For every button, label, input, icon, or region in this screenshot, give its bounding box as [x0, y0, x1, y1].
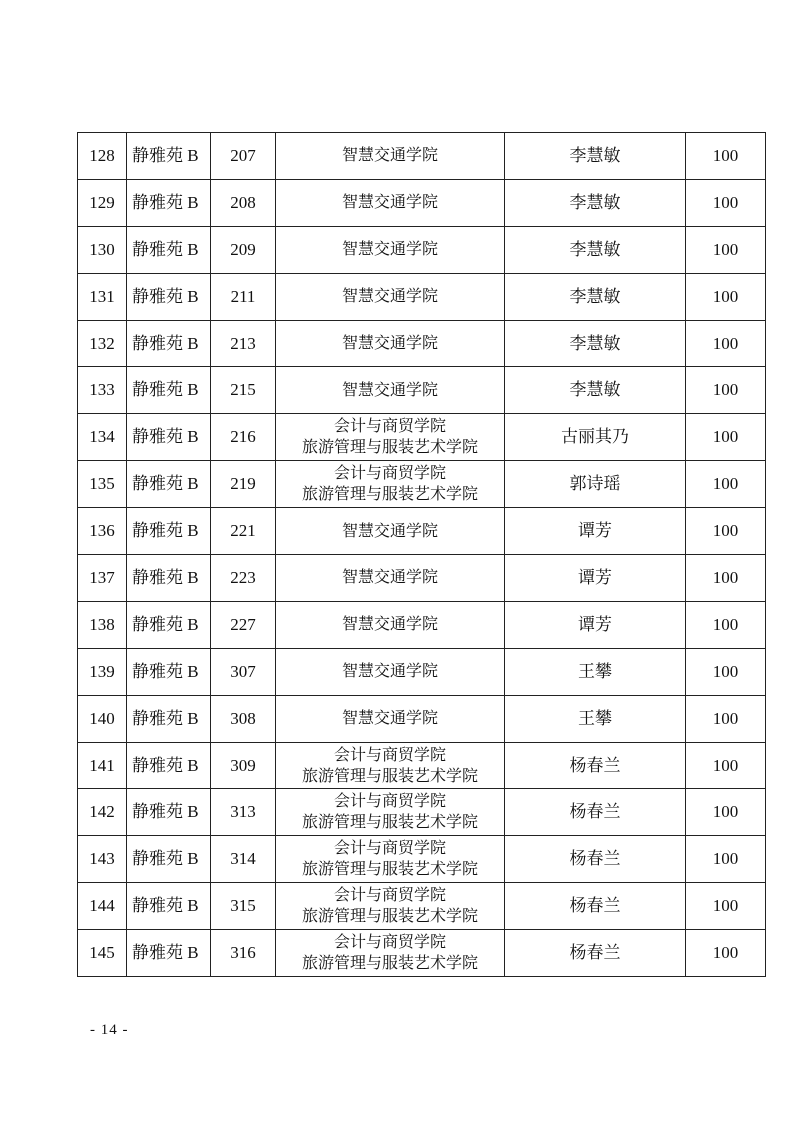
table-row — [78, 320, 766, 367]
college-line: 会计与商贸学院 — [333, 934, 446, 952]
college-cell — [276, 226, 505, 273]
room-cell: 316 — [211, 930, 276, 977]
manager-name-cell: 王攀 — [505, 695, 686, 742]
room-cell: 309 — [211, 742, 276, 789]
college-line: 旅游管理与服装艺术学院 — [301, 439, 478, 457]
score-cell: 100 — [686, 133, 766, 180]
college-cell — [276, 461, 505, 508]
page-number: - 14 - — [90, 1022, 129, 1038]
manager-name-cell: 谭芳 — [505, 601, 686, 648]
row-number-cell: 132 — [78, 320, 127, 367]
building-cell: 静雅苑 B — [127, 883, 211, 930]
room-cell: 215 — [211, 367, 276, 414]
room-cell: 313 — [211, 789, 276, 836]
table-row — [78, 648, 766, 695]
table-row — [78, 461, 766, 508]
table-row — [78, 179, 766, 226]
table-row — [78, 367, 766, 414]
row-number-cell: 144 — [78, 883, 127, 930]
table-body — [78, 133, 766, 977]
room-cell: 207 — [211, 133, 276, 180]
score-cell: 100 — [686, 367, 766, 414]
manager-name-cell: 王攀 — [505, 648, 686, 695]
college-line: 会计与商贸学院 — [333, 465, 446, 483]
manager-name-cell: 杨春兰 — [505, 742, 686, 789]
room-cell: 227 — [211, 601, 276, 648]
table-row — [78, 414, 766, 461]
college-cell — [276, 789, 505, 836]
building-cell: 静雅苑 B — [127, 742, 211, 789]
room-cell: 315 — [211, 883, 276, 930]
manager-name-cell: 杨春兰 — [505, 930, 686, 977]
building-cell: 静雅苑 B — [127, 133, 211, 180]
building-cell: 静雅苑 B — [127, 648, 211, 695]
row-number-cell: 134 — [78, 414, 127, 461]
building-cell: 静雅苑 B — [127, 367, 211, 414]
score-cell: 100 — [686, 508, 766, 555]
college-line: 会计与商贸学院 — [333, 840, 446, 858]
table-row — [78, 883, 766, 930]
college-line: 会计与商贸学院 — [333, 887, 446, 905]
college-cell — [276, 883, 505, 930]
building-cell: 静雅苑 B — [127, 508, 211, 555]
row-number-cell: 143 — [78, 836, 127, 883]
college-cell — [276, 836, 505, 883]
row-number-cell: 141 — [78, 742, 127, 789]
table-row — [78, 930, 766, 977]
score-cell: 100 — [686, 601, 766, 648]
score-cell: 100 — [686, 461, 766, 508]
table-row — [78, 273, 766, 320]
building-cell: 静雅苑 B — [127, 226, 211, 273]
row-number-cell: 138 — [78, 601, 127, 648]
college-line: 智慧交通学院 — [341, 616, 438, 634]
college-line: 智慧交通学院 — [341, 288, 438, 306]
manager-name-cell: 李慧敏 — [505, 273, 686, 320]
score-cell: 100 — [686, 742, 766, 789]
row-number-cell: 137 — [78, 555, 127, 602]
college-line: 智慧交通学院 — [341, 710, 438, 728]
score-cell: 100 — [686, 273, 766, 320]
row-number-cell: 145 — [78, 930, 127, 977]
room-cell: 307 — [211, 648, 276, 695]
college-line: 智慧交通学院 — [341, 569, 438, 587]
college-line: 智慧交通学院 — [341, 381, 438, 399]
college-line: 智慧交通学院 — [341, 194, 438, 212]
manager-name-cell: 李慧敏 — [505, 320, 686, 367]
score-cell: 100 — [686, 226, 766, 273]
score-cell: 100 — [686, 555, 766, 602]
room-cell: 209 — [211, 226, 276, 273]
college-line: 旅游管理与服装艺术学院 — [301, 814, 478, 832]
dormitory-score-table — [77, 132, 766, 977]
manager-name-cell: 谭芳 — [505, 508, 686, 555]
college-line: 旅游管理与服装艺术学院 — [301, 955, 478, 973]
score-cell: 100 — [686, 414, 766, 461]
table-row — [78, 133, 766, 180]
manager-name-cell: 杨春兰 — [505, 789, 686, 836]
building-cell: 静雅苑 B — [127, 836, 211, 883]
row-number-cell: 142 — [78, 789, 127, 836]
manager-name-cell: 谭芳 — [505, 555, 686, 602]
score-cell: 100 — [686, 179, 766, 226]
college-cell — [276, 930, 505, 977]
building-cell: 静雅苑 B — [127, 555, 211, 602]
college-line: 会计与商贸学院 — [333, 418, 446, 436]
college-line: 智慧交通学院 — [341, 241, 438, 259]
manager-name-cell: 杨春兰 — [505, 883, 686, 930]
college-line: 会计与商贸学院 — [333, 793, 446, 811]
table-row — [78, 789, 766, 836]
college-cell — [276, 414, 505, 461]
row-number-cell: 129 — [78, 179, 127, 226]
table-row — [78, 226, 766, 273]
college-cell — [276, 508, 505, 555]
table-row — [78, 742, 766, 789]
room-cell: 216 — [211, 414, 276, 461]
room-cell: 221 — [211, 508, 276, 555]
row-number-cell: 140 — [78, 695, 127, 742]
row-number-cell: 133 — [78, 367, 127, 414]
college-cell — [276, 179, 505, 226]
table-row — [78, 508, 766, 555]
score-cell: 100 — [686, 883, 766, 930]
score-cell: 100 — [686, 320, 766, 367]
room-cell: 219 — [211, 461, 276, 508]
table-row — [78, 555, 766, 602]
college-line: 旅游管理与服装艺术学院 — [301, 861, 478, 879]
building-cell: 静雅苑 B — [127, 320, 211, 367]
manager-name-cell: 郭诗瑶 — [505, 461, 686, 508]
college-cell — [276, 695, 505, 742]
room-cell: 314 — [211, 836, 276, 883]
manager-name-cell: 古丽其乃 — [505, 414, 686, 461]
college-cell — [276, 648, 505, 695]
row-number-cell: 135 — [78, 461, 127, 508]
building-cell: 静雅苑 B — [127, 695, 211, 742]
college-line: 智慧交通学院 — [341, 147, 438, 165]
score-cell: 100 — [686, 789, 766, 836]
manager-name-cell: 杨春兰 — [505, 836, 686, 883]
college-line: 旅游管理与服装艺术学院 — [301, 486, 478, 504]
row-number-cell: 139 — [78, 648, 127, 695]
building-cell: 静雅苑 B — [127, 789, 211, 836]
score-cell: 100 — [686, 930, 766, 977]
college-line: 旅游管理与服装艺术学院 — [301, 767, 478, 785]
table-row — [78, 601, 766, 648]
building-cell: 静雅苑 B — [127, 273, 211, 320]
row-number-cell: 130 — [78, 226, 127, 273]
manager-name-cell: 李慧敏 — [505, 179, 686, 226]
building-cell: 静雅苑 B — [127, 461, 211, 508]
table-row — [78, 695, 766, 742]
college-cell — [276, 367, 505, 414]
college-line: 旅游管理与服装艺术学院 — [301, 908, 478, 926]
room-cell: 223 — [211, 555, 276, 602]
college-cell — [276, 742, 505, 789]
college-cell — [276, 320, 505, 367]
building-cell: 静雅苑 B — [127, 601, 211, 648]
table-row — [78, 836, 766, 883]
building-cell: 静雅苑 B — [127, 179, 211, 226]
row-number-cell: 131 — [78, 273, 127, 320]
college-line: 智慧交通学院 — [341, 663, 438, 681]
college-cell — [276, 555, 505, 602]
building-cell: 静雅苑 B — [127, 930, 211, 977]
row-number-cell: 136 — [78, 508, 127, 555]
room-cell: 308 — [211, 695, 276, 742]
manager-name-cell: 李慧敏 — [505, 367, 686, 414]
room-cell: 208 — [211, 179, 276, 226]
college-cell — [276, 273, 505, 320]
college-line: 智慧交通学院 — [341, 522, 438, 540]
room-cell: 213 — [211, 320, 276, 367]
college-line: 会计与商贸学院 — [333, 746, 446, 764]
college-cell — [276, 601, 505, 648]
room-cell: 211 — [211, 273, 276, 320]
manager-name-cell: 李慧敏 — [505, 133, 686, 180]
score-cell: 100 — [686, 648, 766, 695]
manager-name-cell: 李慧敏 — [505, 226, 686, 273]
score-cell: 100 — [686, 836, 766, 883]
college-cell — [276, 133, 505, 180]
college-line: 智慧交通学院 — [341, 335, 438, 352]
score-cell: 100 — [686, 695, 766, 742]
building-cell: 静雅苑 B — [127, 414, 211, 461]
row-number-cell: 128 — [78, 133, 127, 180]
